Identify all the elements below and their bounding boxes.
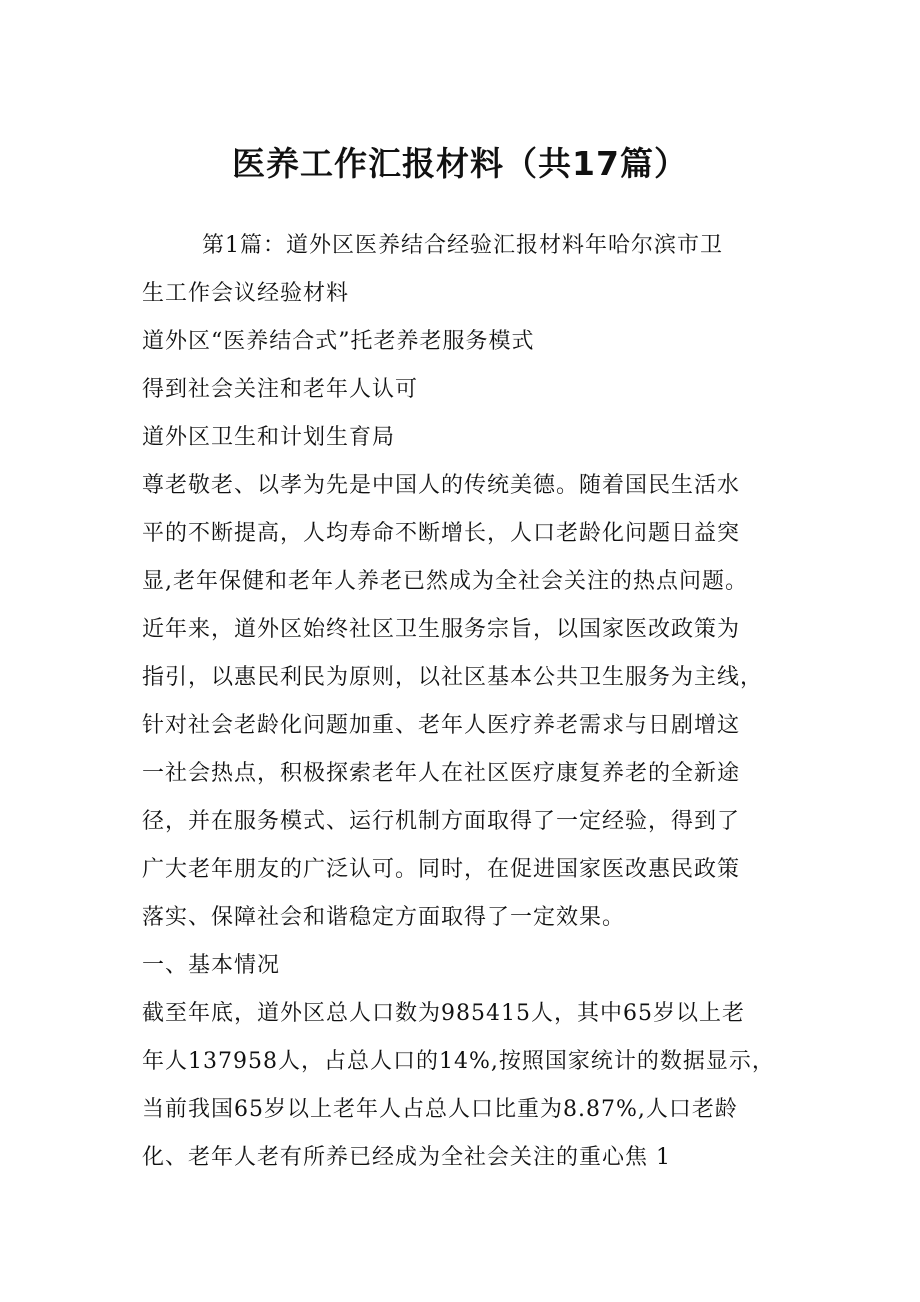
document-body bbox=[142, 222, 782, 1182]
paragraph-line: 径，并在服务模式、运行机制方面取得了一定经验，得到了 bbox=[142, 809, 741, 834]
paragraph-line: 落实、保障社会和谐稳定方面取得了一定效果。 bbox=[142, 905, 626, 930]
paragraph-line: 平的不断提高，人均寿命不断增长，人口老龄化问题日益突 bbox=[142, 521, 741, 546]
section-heading-line: 第1篇：道外区医养结合经验汇报材料年哈尔滨市卫 bbox=[202, 233, 723, 258]
paragraph-line: 当前我国65岁以上老年人占总人口比重为8.87%,人口老龄 bbox=[142, 1097, 738, 1122]
paragraph-line: 针对社会老龄化问题加重、老年人医疗养老需求与日剧增这 bbox=[142, 713, 741, 738]
paragraph-line: 广大老年朋友的广泛认可。同时，在促进国家医改惠民政策 bbox=[142, 857, 741, 882]
paragraph-line: 尊老敬老、以孝为先是中国人的传统美德。随着国民生活水 bbox=[142, 473, 741, 498]
section-heading: 一、基本情况 bbox=[142, 953, 281, 978]
paragraph-line: 年人137958人，占总人口的14%,按照国家统计的数据显示， bbox=[142, 1049, 775, 1074]
paragraph-line: 化、老年人老有所养已经成为全社会关注的重心焦 1 bbox=[142, 1145, 671, 1170]
author-line: 道外区卫生和计划生育局 bbox=[142, 425, 396, 450]
paragraph-line: 显,老年保健和老年人养老已然成为全社会关注的热点问题。 bbox=[142, 569, 748, 594]
paragraph-line: 一社会热点，积极探索老年人在社区医疗康复养老的全新途 bbox=[142, 761, 741, 786]
paragraph-line: 近年来，道外区始终社区卫生服务宗旨，以国家医改政策为 bbox=[142, 617, 741, 642]
subtitle-line: 道外区“医养结合式”托老养老服务模式 bbox=[142, 329, 535, 354]
paragraph-line: 指引，以惠民利民为原则，以社区基本公共卫生服务为主线， bbox=[142, 665, 764, 690]
document-title: 医养工作汇报材料（共17篇） bbox=[232, 144, 688, 183]
section-heading-line: 生工作会议经验材料 bbox=[142, 281, 350, 306]
paragraph-line: 截至年底，道外区总人口数为985415人，其中65岁以上老 bbox=[142, 1001, 745, 1026]
subtitle-line: 得到社会关注和老年人认可 bbox=[142, 377, 419, 402]
